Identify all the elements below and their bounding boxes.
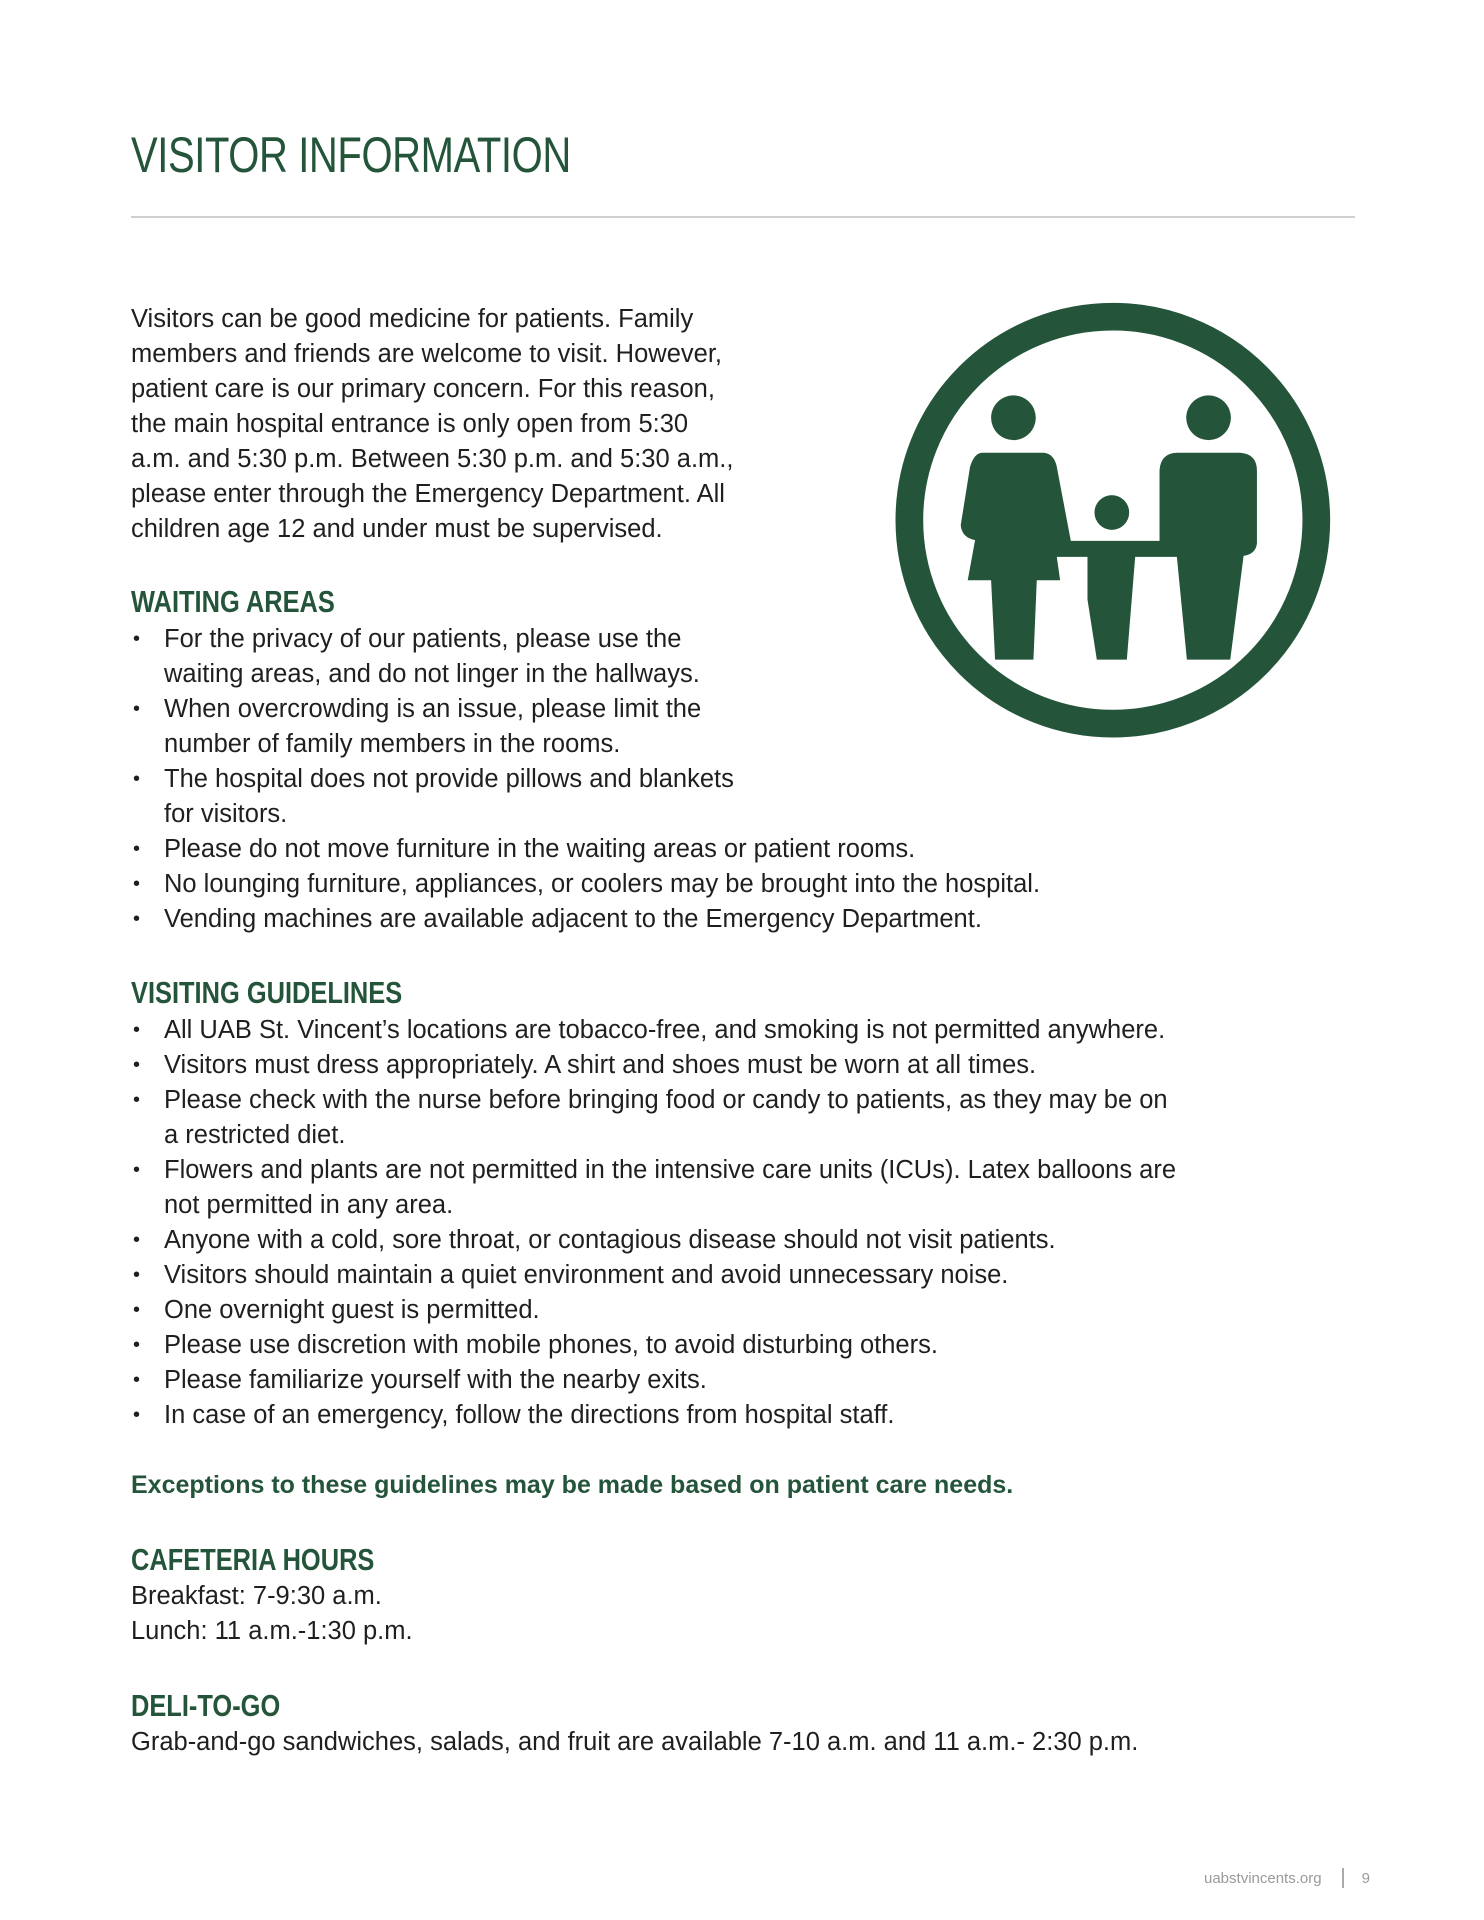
cafeteria-lunch: Lunch: 11 a.m.-1:30 p.m. [131, 1617, 413, 1645]
list-item [131, 902, 1040, 937]
page-number: 9 [1361, 1869, 1370, 1887]
list-item-line: • Vending machines are available adjacent to the Emergency Department. [164, 905, 982, 933]
list-item-line: • When overcrowding is an issue, please limit the [164, 695, 702, 723]
list-item [131, 692, 1040, 762]
list-item [131, 1083, 1176, 1153]
footer-divider [1342, 1868, 1344, 1888]
list-item-line: waiting areas, and do not linger in the hallways. [164, 660, 700, 688]
list-item-line: • Please familiarize yourself with the nearby exits. [164, 1366, 707, 1394]
list-item [131, 622, 1040, 692]
cafeteria-breakfast: Breakfast: 7-9:30 a.m. [131, 1582, 382, 1610]
intro-line: Visitors can be good medicine for patients. Family [131, 305, 694, 333]
intro-line: patient care is our primary concern. For this reason, [131, 375, 715, 403]
intro-line: children age 12 and under must be supervised. [131, 515, 663, 543]
list-item-line: • Please check with the nurse before bringing food or candy to patients, as they may be on [164, 1086, 1168, 1114]
page-title: VISITOR INFORMATION [131, 127, 571, 183]
footer-website: uabstvincents.org [1204, 1869, 1322, 1887]
list-item-line: • Please use discretion with mobile phones, to avoid disturbing others. [164, 1331, 938, 1359]
list-item-line: • All UAB St. Vincent’s locations are tobacco-free, and smoking is not permitted anywhere. [164, 1016, 1166, 1044]
list-item-line: not permitted in any area. [164, 1191, 454, 1219]
list-item-line: number of family members in the rooms. [164, 730, 621, 758]
list-item-line: • Visitors must dress appropriately. A shirt and shoes must be worn at all times. [164, 1051, 1037, 1079]
list-item [131, 1398, 1176, 1433]
list-item-line: • One overnight guest is permitted. [164, 1296, 540, 1324]
list-item [131, 1328, 1176, 1363]
visiting-guidelines-list [131, 1013, 1176, 1433]
intro-paragraph [131, 302, 733, 547]
list-item-line: • Visitors should maintain a quiet environment and avoid unnecessary noise. [164, 1261, 1009, 1289]
list-item-line: • For the privacy of our patients, please use the [164, 625, 682, 653]
intro-line: a.m. and 5:30 p.m. Between 5:30 p.m. and 5:30 a.m., [131, 445, 734, 473]
list-item-line: for visitors. [164, 800, 288, 828]
intro-line: members and friends are welcome to visit. However, [131, 340, 722, 368]
list-item [131, 1048, 1176, 1083]
list-item-line: • In case of an emergency, follow the directions from hospital staff. [164, 1401, 895, 1429]
list-item [131, 832, 1040, 867]
list-item [131, 1013, 1176, 1048]
list-item [131, 1258, 1176, 1293]
exceptions-note: Exceptions to these guidelines may be made based on patient care needs. [131, 1471, 1014, 1499]
list-item-line: • Flowers and plants are not permitted in the intensive care units (ICUs). Latex balloons are [164, 1156, 1177, 1184]
deli-heading: DELI-TO-GO [131, 1688, 281, 1723]
list-item-line: • Anyone with a cold, sore throat, or contagious disease should not visit patients. [164, 1226, 1056, 1254]
title-divider [131, 216, 1355, 218]
deli-description [131, 1725, 1138, 1760]
list-item-line: • No lounging furniture, appliances, or coolers may be brought into the hospital. [164, 870, 1041, 898]
list-item-line: • The hospital does not provide pillows and blankets [164, 765, 734, 793]
list-item [131, 762, 1040, 832]
list-item [131, 1223, 1176, 1258]
cafeteria-hours [131, 1579, 413, 1649]
visiting-guidelines-heading: VISITING GUIDELINES [131, 975, 403, 1010]
cafeteria-heading: CAFETERIA HOURS [131, 1542, 375, 1577]
list-item-line: a restricted diet. [164, 1121, 346, 1149]
intro-line: the main hospital entrance is only open from 5:30 [131, 410, 689, 438]
list-item [131, 1293, 1176, 1328]
list-item [131, 867, 1040, 902]
intro-line: please enter through the Emergency Department. All [131, 480, 725, 508]
waiting-areas-list [131, 622, 1040, 937]
page-footer [1204, 1868, 1370, 1888]
list-item [131, 1153, 1176, 1223]
list-item-line: • Please do not move furniture in the waiting areas or patient rooms. [164, 835, 916, 863]
deli-line: Grab-and-go sandwiches, salads, and fruit are available 7-10 a.m. and 11 a.m.- 2:30 p.m. [131, 1728, 1139, 1756]
list-item [131, 1363, 1176, 1398]
waiting-areas-heading: WAITING AREAS [131, 584, 335, 619]
